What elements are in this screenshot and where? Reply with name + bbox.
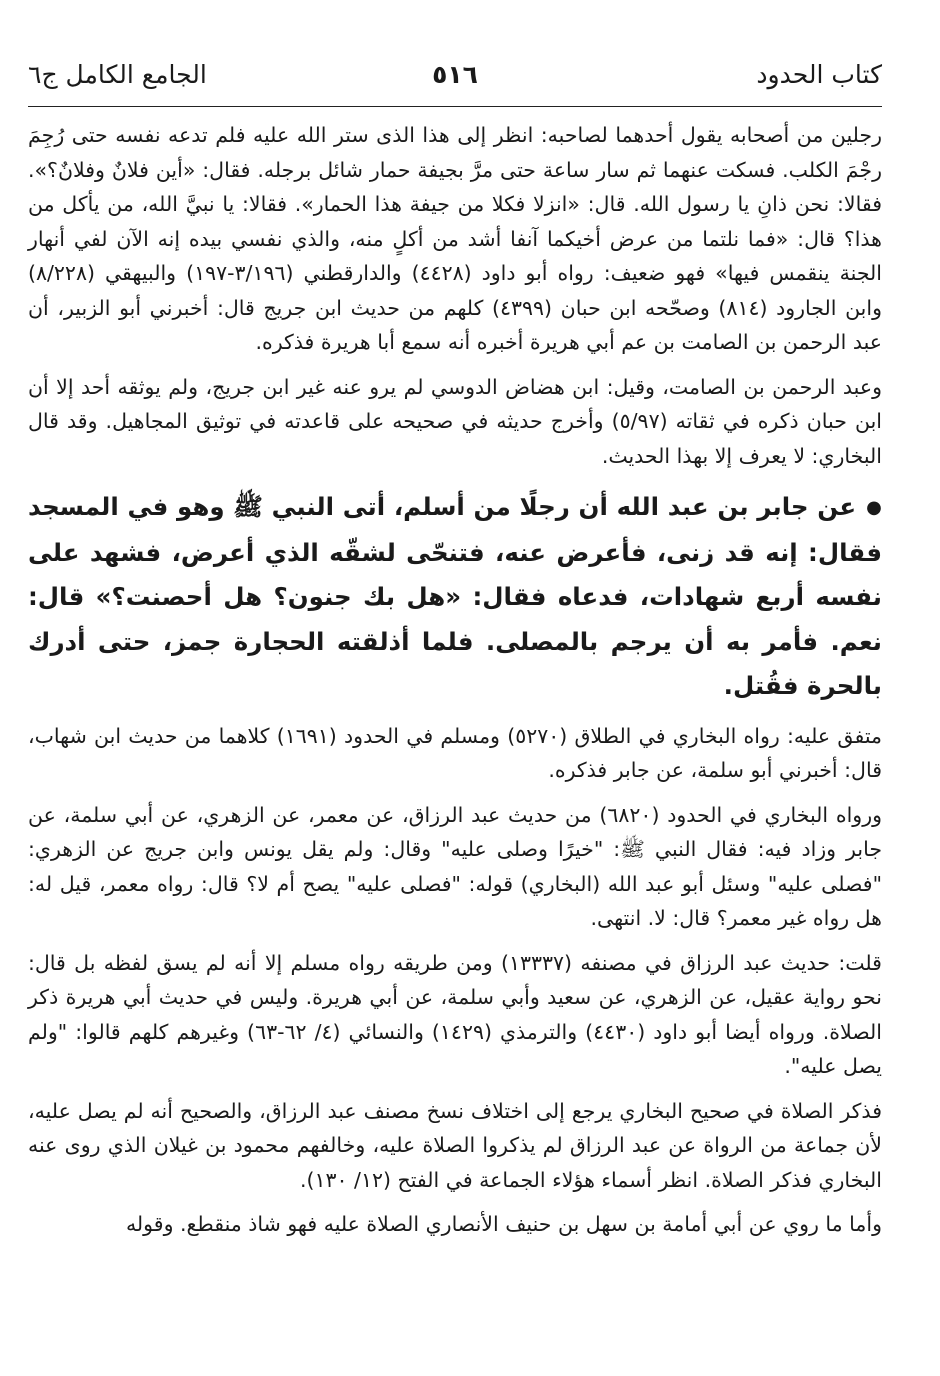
- paragraph-1: رجلين من أصحابه يقول أحدهما لصاحبه: انظر إلى هذا الذى ستر الله عليه فلم تدعه نفسه حتى رُجِمَ رجْمَ الكلب. فسكت عنهما ثم سار ساعة حتى مرَّ بجيفة حمار شائل برجله. فقال: «أين فلانٌ وفلانٌ؟». فقالا: نحن ذانِ يا رسول الله. قال: «انزلا فكلا من جيفة هذا الحمار». فقالا: يا نبيَّ الله، من يأكل من هذا؟ قال: «فما نلتما من عرض أخيكما آنفا أشد من أكلٍ منه، والذي نفسي بيده إنه الآن لفي أنهار الجنة ينقمس فيها» فهو ضعيف: رواه أبو داود (٤٤٢٨) والدارقطني (٣/١٩٦-١٩٧) والبيهقي (٨/٢٢٨) وابن الجارود (٨١٤) وصحّحه ابن حبان (٤٣٩٩) كلهم من حديث ابن جريج قال: أخبرني أبو الزبير، أن عبد الرحمن بن الصامت بن عم أبي هريرة أخبره أنه سمع أبا هريرة فذكره.: [28, 123, 882, 354]
- paragraph-8: وأما ما روي عن أبي أمامة بن سهل بن حنيف الأنصاري الصلاة عليه فهو شاذ منقطع. وقوله: [125, 1212, 882, 1236]
- book-title: كتاب الحدود: [756, 60, 882, 89]
- page-header: [28, 56, 882, 107]
- hadith-text: [28, 485, 882, 709]
- paragraph-2: وعبد الرحمن بن الصامت، وقيل: ابن هضاض الدوسي لم يرو عنه غير ابن جريج، ولم يوثقه أحد إلا أن ابن حبان ذكره في ثقاته (٥/٩٧) وأخرج حديثه في صحيحه على قاعدته في توثيق المجاهيل. وقد قال البخاري: لا يعرف إلا بهذا الحديث.: [28, 374, 882, 468]
- paragraph-4: متفق عليه: رواه البخاري في الطلاق (٥٢٧٠) ومسلم في الحدود (١٦٩١) كلاهما من حديث ابن شهاب، قال: أخبرني أبو سلمة، عن جابر فذكره.: [28, 723, 882, 782]
- bullet-icon: ●: [866, 497, 882, 518]
- paragraph-6: قلت: حديث عبد الرزاق في مصنفه (١٣٣٣٧) ومن طريقه رواه مسلم إلا أنه لم يسق لفظه بل قال: نحو رواية عقيل، عن الزهري، عن سعيد وأبي سلمة، عن أبي هريرة. وليس في حديث أبي هريرة ذكر الصلاة. ورواه أيضا أبو داود (٤٤٣٠) والترمذي (١٤٢٩) والنسائي (٤/ ٦٢-٦٣) وغيرهم كلهم قالوا: "ولم يصل عليه".: [28, 950, 882, 1078]
- page-number: ٥١٦: [432, 60, 478, 89]
- paragraph-5: ورواه البخاري في الحدود (٦٨٢٠) من حديث عبد الرزاق، عن معمر، عن الزهري، عن أبي سلمة، عن جابر وزاد فيه: فقال النبي ﷺ: "خيرًا وصلى عليه" وقال: ولم يقل يونس وابن جريج عن الزهري: "فصلى عليه" وسئل أبو عبد الله (البخاري) قوله: "فصلى عليه" يصح أم لا؟ قال: رواه معمر، قيل له: هل رواه غير معمر؟ قال: لا. انتهى.: [28, 802, 882, 930]
- page-body: [28, 118, 882, 1242]
- volume-title: الجامع الكامل ج٦: [28, 60, 207, 89]
- hadith-body: عن جابر بن عبد الله أن رجلًا من أسلم، أتى النبي ﷺ وهو في المسجد فقال: إنه قد زنى، فأعرض عنه، فتنحّى لشقّه الذي أعرض، فشهد على نفسه أربع شهادات، فدعاه فقال: «هل بك جنون؟ هل أحصنت؟» قال: نعم. فأمر به أن يرجم بالمصلى. فلما أذلقته الحجارة جمز، حتى أدرك بالحرة فقُتل.: [28, 492, 882, 700]
- paragraph-7: فذكر الصلاة في صحيح البخاري يرجع إلى اختلاف نسخ مصنف عبد الرزاق، والصحيح أنه لم يصل عليه، لأن جماعة من الرواة عن عبد الرزاق لم يذكروا الصلاة عليه، وخالفهم محمود بن غيلان الذي روى عنه البخاري فذكر الصلاة. انظر أسماء هؤلاء الجماعة في الفتح (١٢/ ١٣٠).: [28, 1098, 882, 1192]
